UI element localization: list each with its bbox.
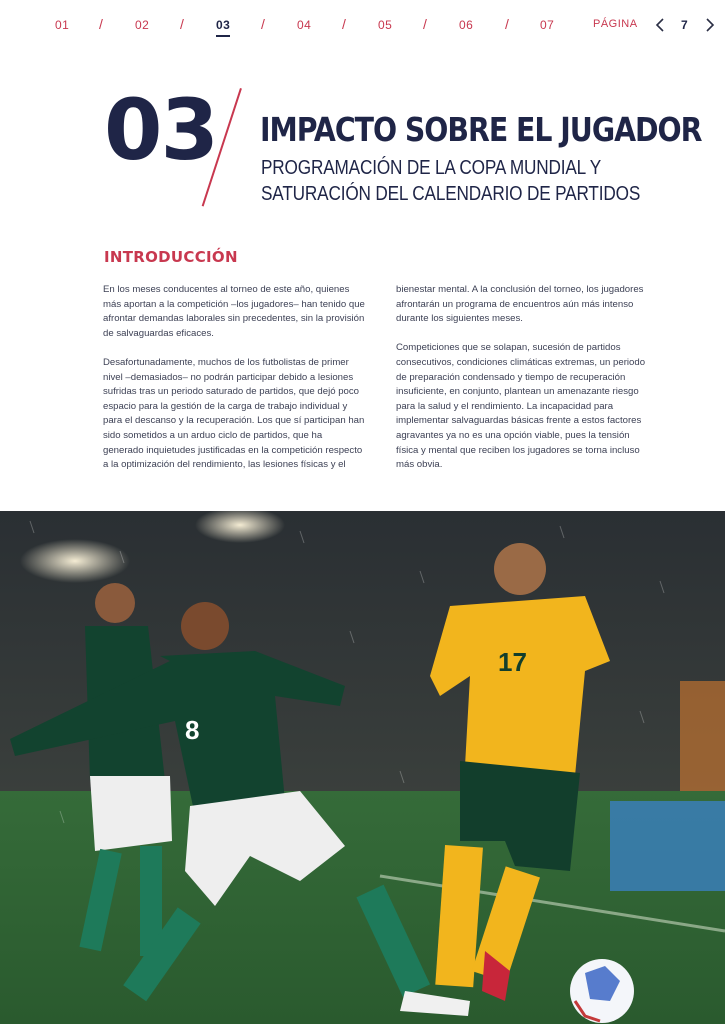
section-title: INTRODUCCIÓN xyxy=(104,248,238,266)
nav-separator: / xyxy=(342,16,346,32)
nav-item-01[interactable]: 01 xyxy=(55,18,70,32)
football xyxy=(570,959,634,1023)
nav-separator: / xyxy=(261,16,265,32)
floodlight xyxy=(20,539,130,583)
page-label: PÁGINA xyxy=(593,18,638,30)
page-subtitle: PROGRAMACIÓN DE LA COPA MUNDIAL Y SATURACIÓN DEL CALENDARIO DE PARTIDOS xyxy=(261,157,641,205)
background-figure xyxy=(680,681,725,791)
nav-item-02[interactable]: 02 xyxy=(135,18,150,32)
match-photo xyxy=(0,511,725,1024)
paragraph: Competiciones que se solapan, sucesión de partidos consecutivos, condiciones climáticas extremas, un periodo de preparación condensado y tiempo de recuperación insuficiente, en conjunto, plantean un amenazante riesgo para la salud y el rendimiento. La incapacidad para implementar salvaguardas básicas frente a estos factores agravantes ya no es una opción viable, pues la tensión física y mental que reciben los jugadores se torna incluso más obvia. xyxy=(396,342,646,471)
paragraph: En los meses conducentes al torneo de este año, quienes más aportan a la competición –los jugadores– han tenido que afrontar demandas laborales sin precedentes, sin la provisión de salvaguardas eficaces. xyxy=(103,284,365,339)
chevron-left-icon[interactable] xyxy=(654,14,666,41)
paragraph: bienestar mental. A la conclusión del torneo, los jugadores afrontarán un programa de encuentros aún más intenso durante los siguientes meses. xyxy=(396,284,644,325)
jersey-number: 17 xyxy=(498,647,527,677)
chevron-right-icon[interactable] xyxy=(704,14,716,41)
page-title: IMPACTO SOBRE EL JUGADOR xyxy=(260,110,702,149)
advertising-board xyxy=(610,801,725,891)
nav-separator: / xyxy=(99,16,103,32)
nav-item-05[interactable]: 05 xyxy=(378,18,393,32)
nav-item-04[interactable]: 04 xyxy=(297,18,312,32)
jersey-number: 8 xyxy=(185,715,200,745)
nav-item-06[interactable]: 06 xyxy=(459,18,474,32)
nav-separator: / xyxy=(505,16,509,32)
text-column-left xyxy=(103,283,365,487)
nav-separator: / xyxy=(423,16,427,32)
chapter-navigation xyxy=(0,14,725,38)
text-column-right xyxy=(396,283,652,487)
nav-item-07[interactable]: 07 xyxy=(540,18,555,32)
paragraph: Desafortunadamente, muchos de los futbolistas de primer nivel –demasiados– no podrán participar debido a lesiones sufridas tras un periodo saturado de partidos, que dejó poco espacio para la gestión de la carga de trabajo individual y para el descanso y la recuperación. Los que sí participan han sido sometidos a un arduo ciclo de partidos, que ha generado inquietudes justificadas en la competición respecto a la optimización del rendimiento, las lesiones físicas y el xyxy=(103,356,365,471)
nav-separator: / xyxy=(180,16,184,32)
nav-item-03[interactable]: 03 xyxy=(216,18,231,32)
current-page-number: 7 xyxy=(681,18,688,32)
chapter-number: 03 xyxy=(104,81,217,179)
